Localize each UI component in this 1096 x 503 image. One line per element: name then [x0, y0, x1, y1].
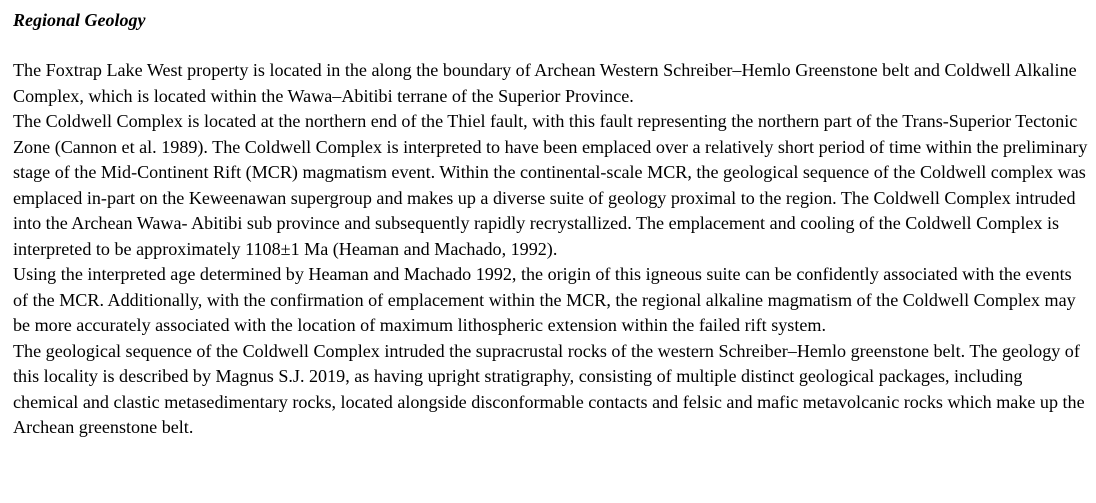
paragraph-interpreted-age: Using the interpreted age determined by Heaman and Machado 1992, the origin of this igneous suite can be confidently associated with the events of the MCR. Additionally, with the confirmation of emplacement within the MCR, the regional alkaline magmatism of the Coldwell Complex may be more accurately associated with the location of maximum lithospheric extension within the failed rift system.: [13, 264, 1076, 335]
paragraph-coldwell-complex: The Coldwell Complex is located at the northern end of the Thiel fault, with this fault representing the northern part of the Trans-Superior Tectonic Zone (Cannon et al. 1989). The Coldwell Complex is interpreted to have been emplaced over a relatively short period of time within the preliminary stage of the Mid-Continent Rift (MCR) magmatism event. Within the continental-scale MCR, the geological sequence of the Coldwell complex was emplaced in-part on the Keweenawan supergroup and makes up a diverse suite of geology proximal to the region. The Coldwell Complex intruded into the Archean Wawa- Abitibi sub province and subsequently rapidly recrystallized. The emplacement and cooling of the Coldwell Complex is interpreted to be approximately 1108±1 Ma (Heaman and Machado, 1992).: [13, 111, 1088, 259]
document-body: [13, 8, 1088, 441]
paragraph-property-location: The Foxtrap Lake West property is located in the along the boundary of Archean Western Schreiber–Hemlo Greenstone belt and Coldwell Alkaline Complex, which is located within the Wawa–Abitibi terrane of the Superior Province.: [13, 60, 1077, 106]
section-heading: Regional Geology: [13, 10, 146, 30]
paragraph-geological-sequence: The geological sequence of the Coldwell Complex intruded the supracrustal rocks of the western Schreiber–Hemlo greenstone belt. The geology of this locality is described by Magnus S.J. 2019, as having upright stratigraphy, consisting of multiple distinct geological packages, including chemical and clastic metasedimentary rocks, located alongside disconformable contacts and felsic and mafic metavolcanic rocks which make up the Archean greenstone belt.: [13, 340, 1085, 437]
